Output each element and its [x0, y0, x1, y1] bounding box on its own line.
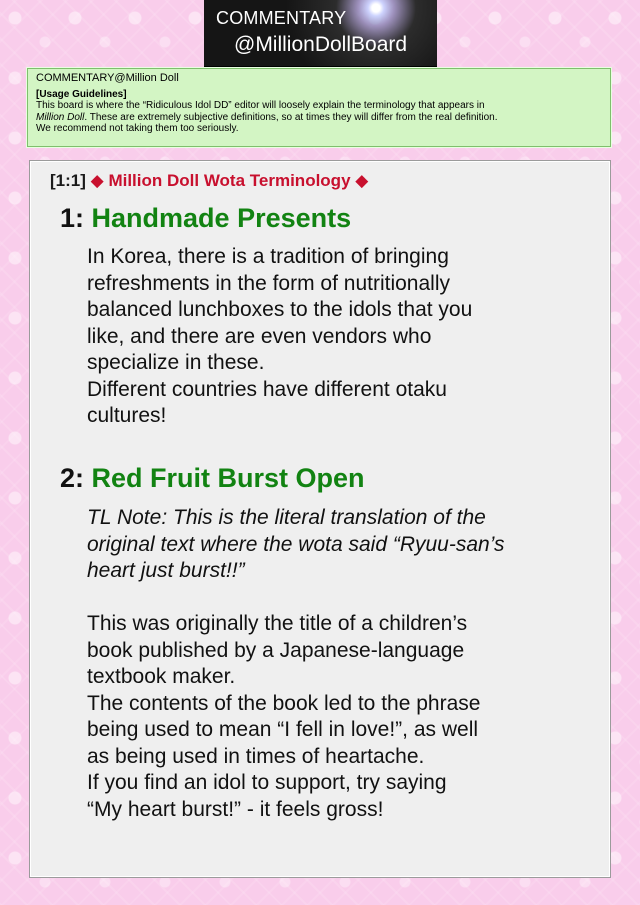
body-line: refreshments in the form of nutritionally [87, 271, 450, 295]
panel-header [50, 171, 368, 191]
banner-handle: @MillionDollBoard [234, 33, 408, 56]
term-1-body [87, 244, 557, 430]
body-line: This was originally the title of a children’s [87, 612, 468, 635]
guidelines-heading: [Usage Guidelines] [36, 88, 127, 100]
term-2-body [87, 505, 557, 823]
banner-title: COMMENTARY [216, 8, 347, 28]
tl-note-line: TL Note: This is the literal translation of the [87, 506, 486, 529]
body-line: specialize in these. [87, 351, 265, 374]
tl-note-line: original text where the wota said “Ryuu-san’s [87, 532, 505, 556]
usage-guidelines-box [27, 68, 611, 147]
body-line: “My heart burst!” - it feels gross! [87, 797, 384, 821]
body-line: like, and there are even vendors who [87, 324, 432, 348]
guidelines-text [36, 100, 602, 135]
guidelines-title: COMMENTARY@Million Doll [36, 72, 179, 84]
body-line: as being used in times of heartache. [87, 744, 425, 768]
term-number: 2: [60, 463, 85, 493]
body-line: If you find an idol to support, try saying [87, 771, 447, 794]
guidelines-line [36, 112, 602, 124]
body-line: The contents of the book led to the phrase [87, 691, 481, 715]
body-line: being used to mean “I fell in love!”, as well [87, 718, 479, 741]
body-line: book published by a Japanese-language [87, 638, 465, 662]
guidelines-italic-title: Million Doll [36, 111, 85, 123]
guidelines-line: We recommend not taking them too seriously. [36, 123, 239, 134]
body-line: textbook maker. [87, 665, 236, 688]
body-line: cultures! [87, 404, 167, 427]
commentary-banner [204, 0, 437, 67]
terminology-panel [29, 160, 611, 878]
term-1-heading [60, 203, 351, 234]
term-title: Handmade Presents [91, 203, 352, 233]
guidelines-line: This board is where the “Ridiculous Idol DD” editor will loosely explain the terminology that appears in [36, 100, 485, 111]
body-line: Different countries have different otaku [87, 377, 447, 401]
tl-note-line: heart just burst!!” [87, 559, 245, 582]
paragraph-gap [87, 585, 557, 612]
post-number: [1:1] [50, 171, 86, 190]
term-title: Red Fruit Burst Open [91, 463, 365, 493]
panel-title: ◆ Million Doll Wota Terminology ◆ [90, 171, 369, 190]
body-line: balanced lunchboxes to the idols that you [87, 298, 473, 321]
body-line: In Korea, there is a tradition of bringing [87, 245, 449, 268]
guidelines-line-rest: . These are extremely subjective definitions, so at times they will differ from the real definition. [84, 111, 498, 123]
term-2-heading [60, 463, 365, 494]
term-number: 1: [60, 203, 85, 233]
